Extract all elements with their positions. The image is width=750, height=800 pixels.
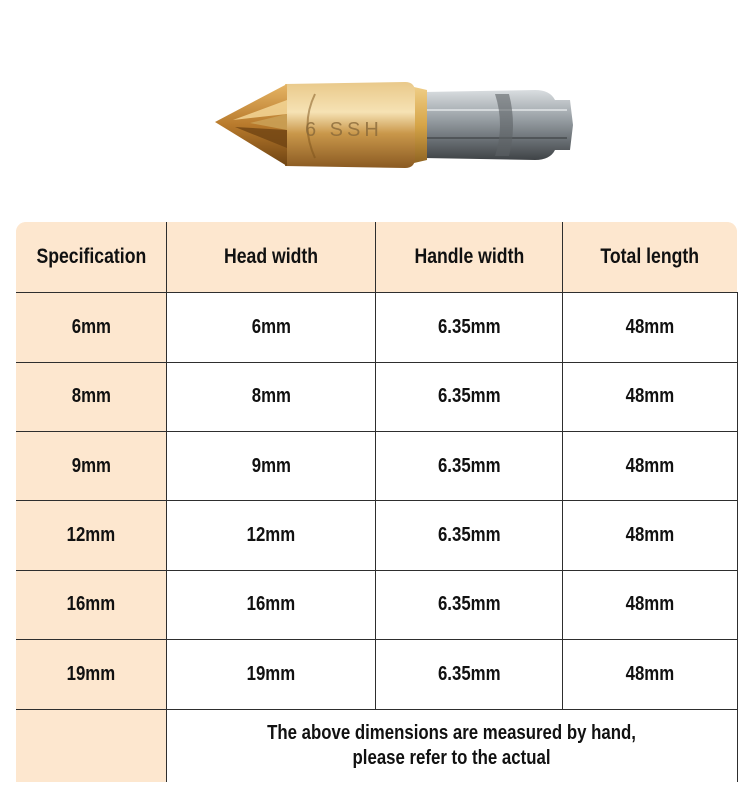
handle-width-cell: 6.35mm (376, 362, 563, 431)
note-line-1: The above dimensions are measured by hand, (267, 721, 637, 744)
total-length-cell: 48mm (563, 501, 738, 570)
header-head-width: Head width (167, 222, 376, 293)
table-row (16, 362, 737, 431)
engraving-text: 6 SSH (305, 119, 383, 141)
total-length-cell: 48mm (563, 432, 738, 501)
total-length-cell: 48mm (563, 570, 738, 639)
header-total-length: Total length (563, 222, 738, 293)
table-row (16, 432, 737, 501)
total-length-cell: 48mm (563, 293, 738, 362)
spec-cell: 8mm (16, 362, 167, 431)
table-row (16, 640, 737, 709)
specification-table (16, 222, 738, 782)
handle-width-cell: 6.35mm (376, 293, 563, 362)
table-row (16, 570, 737, 639)
total-length-cell: 48mm (563, 640, 738, 709)
head-width-cell: 8mm (167, 362, 376, 431)
spec-cell: 9mm (16, 432, 167, 501)
total-length-cell: 48mm (563, 362, 738, 431)
countersink-drill-bit-image (205, 70, 585, 180)
head-width-cell: 19mm (167, 640, 376, 709)
note-row (16, 709, 737, 782)
measurement-note (167, 709, 738, 782)
table-row (16, 293, 737, 362)
spec-cell: 19mm (16, 640, 167, 709)
handle-width-cell: 6.35mm (376, 501, 563, 570)
head-width-cell: 12mm (167, 501, 376, 570)
head-width-cell: 16mm (167, 570, 376, 639)
header-handle-width: Handle width (376, 222, 563, 293)
spec-cell: 16mm (16, 570, 167, 639)
head-width-cell: 9mm (167, 432, 376, 501)
table-row (16, 501, 737, 570)
head-width-cell: 6mm (167, 293, 376, 362)
note-spacer-cell (16, 709, 167, 782)
header-specification: Specification (16, 222, 167, 293)
table-header-row (16, 222, 737, 293)
note-line-2: please refer to the actual (352, 746, 551, 769)
spec-cell: 12mm (16, 501, 167, 570)
countersink-drill-bit-icon (205, 70, 585, 180)
handle-width-cell: 6.35mm (376, 432, 563, 501)
handle-width-cell: 6.35mm (376, 570, 563, 639)
spec-cell: 6mm (16, 293, 167, 362)
handle-width-cell: 6.35mm (376, 640, 563, 709)
